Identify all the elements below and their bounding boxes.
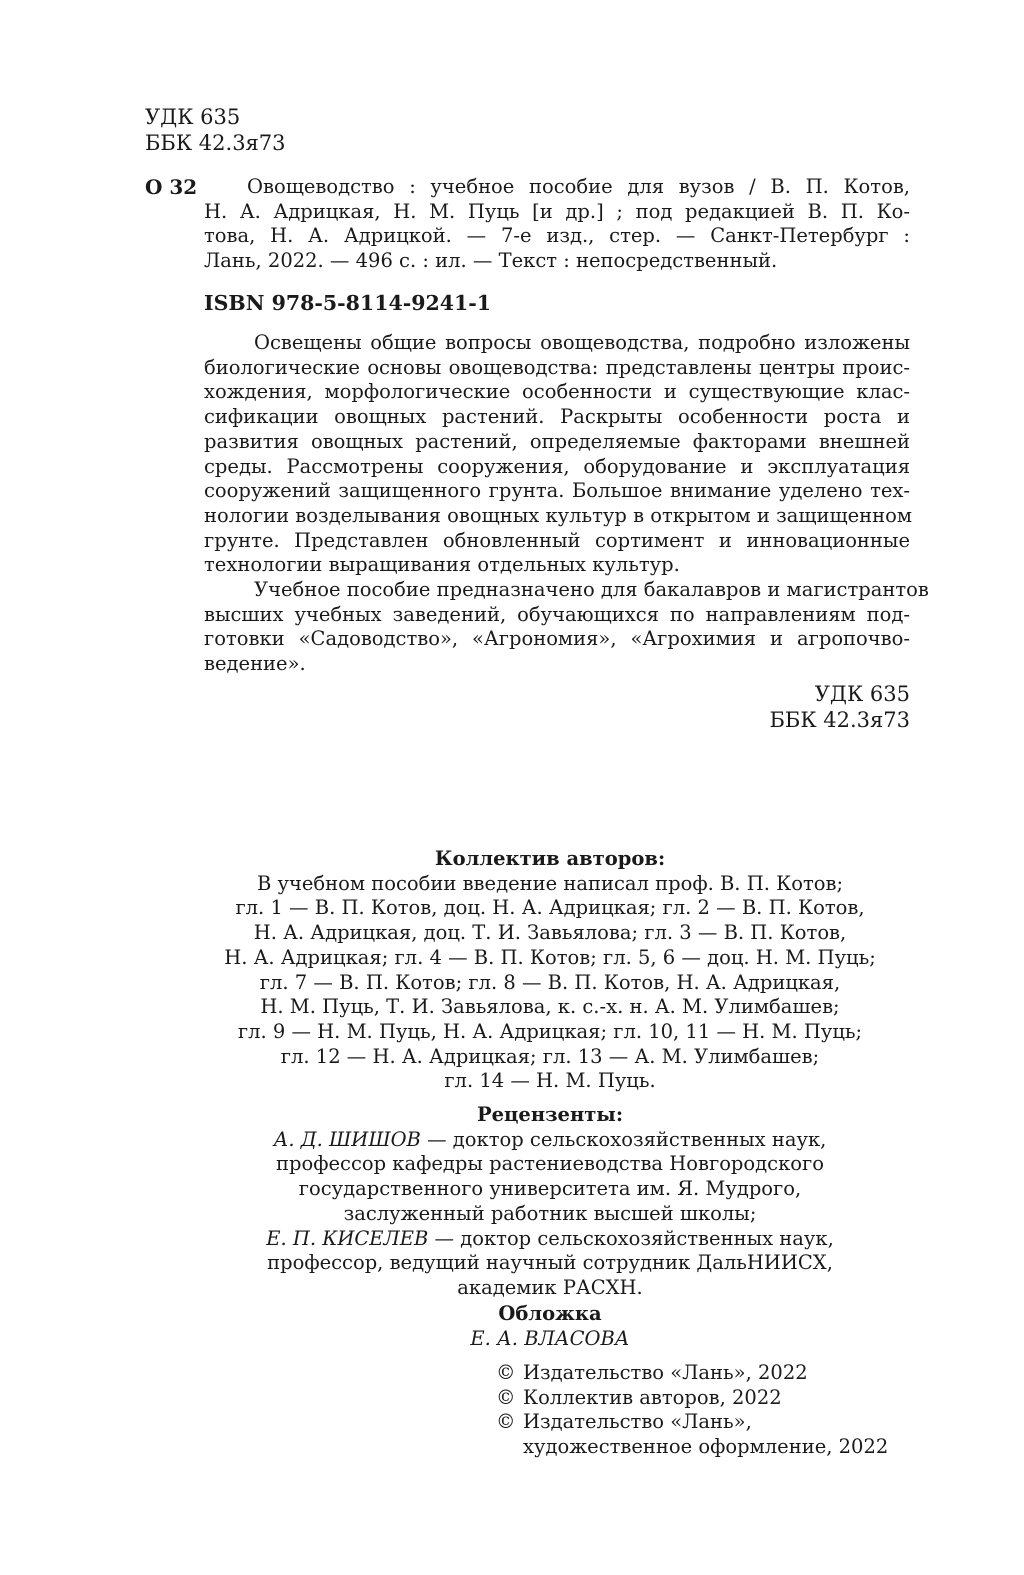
isbn: ISBN 978-5-8114-9241-1 [204,291,492,315]
copyright-line [496,1386,888,1411]
reviewer-2-line: профессор, ведущий научный сотрудник ДальНИИСХ, [267,1251,833,1275]
authors-section [145,847,955,1094]
annotation-line: развития овощных растений, определяемые факторами внешней [204,429,910,453]
authors-heading: Коллектив авторов: [434,847,666,870]
author-mark: О 32 [145,175,198,199]
annotation-line: биологические основы овощеводства: представлены центры проис- [204,355,910,379]
reviewer-2-title: — доктор сельскохозяйственных наук, [428,1226,834,1250]
reviewers-heading: Рецензенты: [476,1103,624,1126]
copyright-line [496,1361,888,1386]
biblio-line: Н. А. Адрицкая, Н. М. Пуць [и др.] ; под редакцией В. П. Ко- [204,199,910,223]
bibliographic-record [204,175,910,274]
udk-code: УДК 635 [814,682,910,706]
copyright-icon: © [496,1385,516,1409]
annotation-line: ведение». [204,652,306,676]
reviewer-1-line: заслуженный работник высшей школы; [343,1201,757,1225]
authors-line: гл. 1 — В. П. Котов, доц. Н. А. Адрицкая; гл. 2 — В. П. Котов, [235,896,865,920]
annotation-line: готовки «Садоводство», «Агрономия», «Агрохимия и агропочво- [204,627,910,651]
copyright-line [496,1410,888,1435]
annotation-line: технологии выращивания отдельных культур. [204,553,680,577]
copyright-text: Издательство «Лань», 2022 [523,1361,808,1384]
authors-line: гл. 14 — Н. М. Пуць. [444,1069,656,1093]
authors-line: гл. 7 — В. П. Котов; гл. 8 — В. П. Котов, Н. А. Адрицкая, [259,970,841,994]
bbk-code: ББК 42.3я73 [769,708,910,732]
udk-code: УДК 635 [145,105,241,129]
authors-line: гл. 9 — Н. М. Пуць, Н. А. Адрицкая; гл. 10, 11 — Н. М. Пуць; [237,1019,863,1043]
biblio-line: Лань, 2022. — 496 с. : ил. — Текст : непосредственный. [204,249,778,273]
copyright-block [496,1361,888,1460]
copyright-icon: © [496,1410,516,1434]
annotation-line: грунте. Представлен обновленный сортимент и инновационные [204,528,910,552]
reviewer-1-line: государственного университета им. Я. Мудрого, [298,1177,802,1201]
copyright-continuation: художественное оформление, 2022 [523,1435,889,1459]
copyright-text: Издательство «Лань», [523,1410,752,1434]
authors-line: гл. 12 — Н. А. Адрицкая; гл. 13 — А. М. Улимбашев; [280,1044,820,1068]
reviewer-1-name: А. Д. ШИШОВ [273,1127,421,1151]
annotation-line: Освещены общие вопросы овощеводства, подробно изложены [254,331,910,354]
copyright-text: Коллектив авторов, 2022 [523,1385,782,1409]
authors-line: Н. М. Пуць, Т. И. Завьялова, к. с.-х. н. А. М. Улимбашев; [260,995,840,1019]
bbk-code: ББК 42.3я73 [145,131,286,155]
copyright-icon: © [496,1361,516,1384]
classification-codes-top [145,104,286,156]
cover-designer: Е. А. ВЛАСОВА [470,1326,630,1350]
authors-line: Н. А. Адрицкая; гл. 4 — В. П. Котов; гл. 5, 6 — доц. Н. М. Пуць; [224,945,876,969]
annotation-line: сификации овощных растений. Раскрыты особенности роста и [204,405,910,429]
reviewer-2-name: Е. П. КИСЕЛЕВ [266,1226,429,1250]
classification-codes-bottom [769,681,910,733]
annotation [204,331,929,677]
reviewer-1-title: — доктор сельскохозяйственных наук, [420,1127,827,1151]
annotation-line: Учебное пособие предназначено для бакалавров и магистрантов [254,578,929,602]
reviewer-2 [145,1227,955,1252]
annotation-line: высших учебных заведений, обучающихся по направлениям под- [204,602,910,626]
reviewer-2-line: академик РАСХН. [457,1275,643,1299]
annotation-line: хождения, морфологические особенности и существующие клас- [204,380,910,404]
biblio-line: Овощеводство : учебное пособие для вузов / В. П. Котов, [247,175,910,198]
authors-line: Н. А. Адрицкая, доц. Т. И. Завьялова; гл. 3 — В. П. Котов, [253,921,847,945]
annotation-line: сооружений защищенного грунта. Большое внимание уделено тех- [204,479,910,503]
authors-line: В учебном пособии введение написал проф. В. П. Котов; [256,871,844,895]
cover-credit [145,1302,955,1351]
reviewers-section [145,1103,955,1301]
biblio-line: това, Н. А. Адрицкой. — 7-е изд., стер. — Санкт-Петербург : [204,224,910,248]
reviewer-1-line: профессор кафедры растениеводства Новгородского [276,1152,824,1176]
annotation-line: среды. Рассмотрены сооружения, оборудование и эксплуатация [204,454,910,478]
reviewer-1 [145,1128,955,1153]
annotation-line: нологии возделывания овощных культур в открытом и защищенном [204,503,913,527]
cover-heading: Обложка [498,1302,602,1325]
